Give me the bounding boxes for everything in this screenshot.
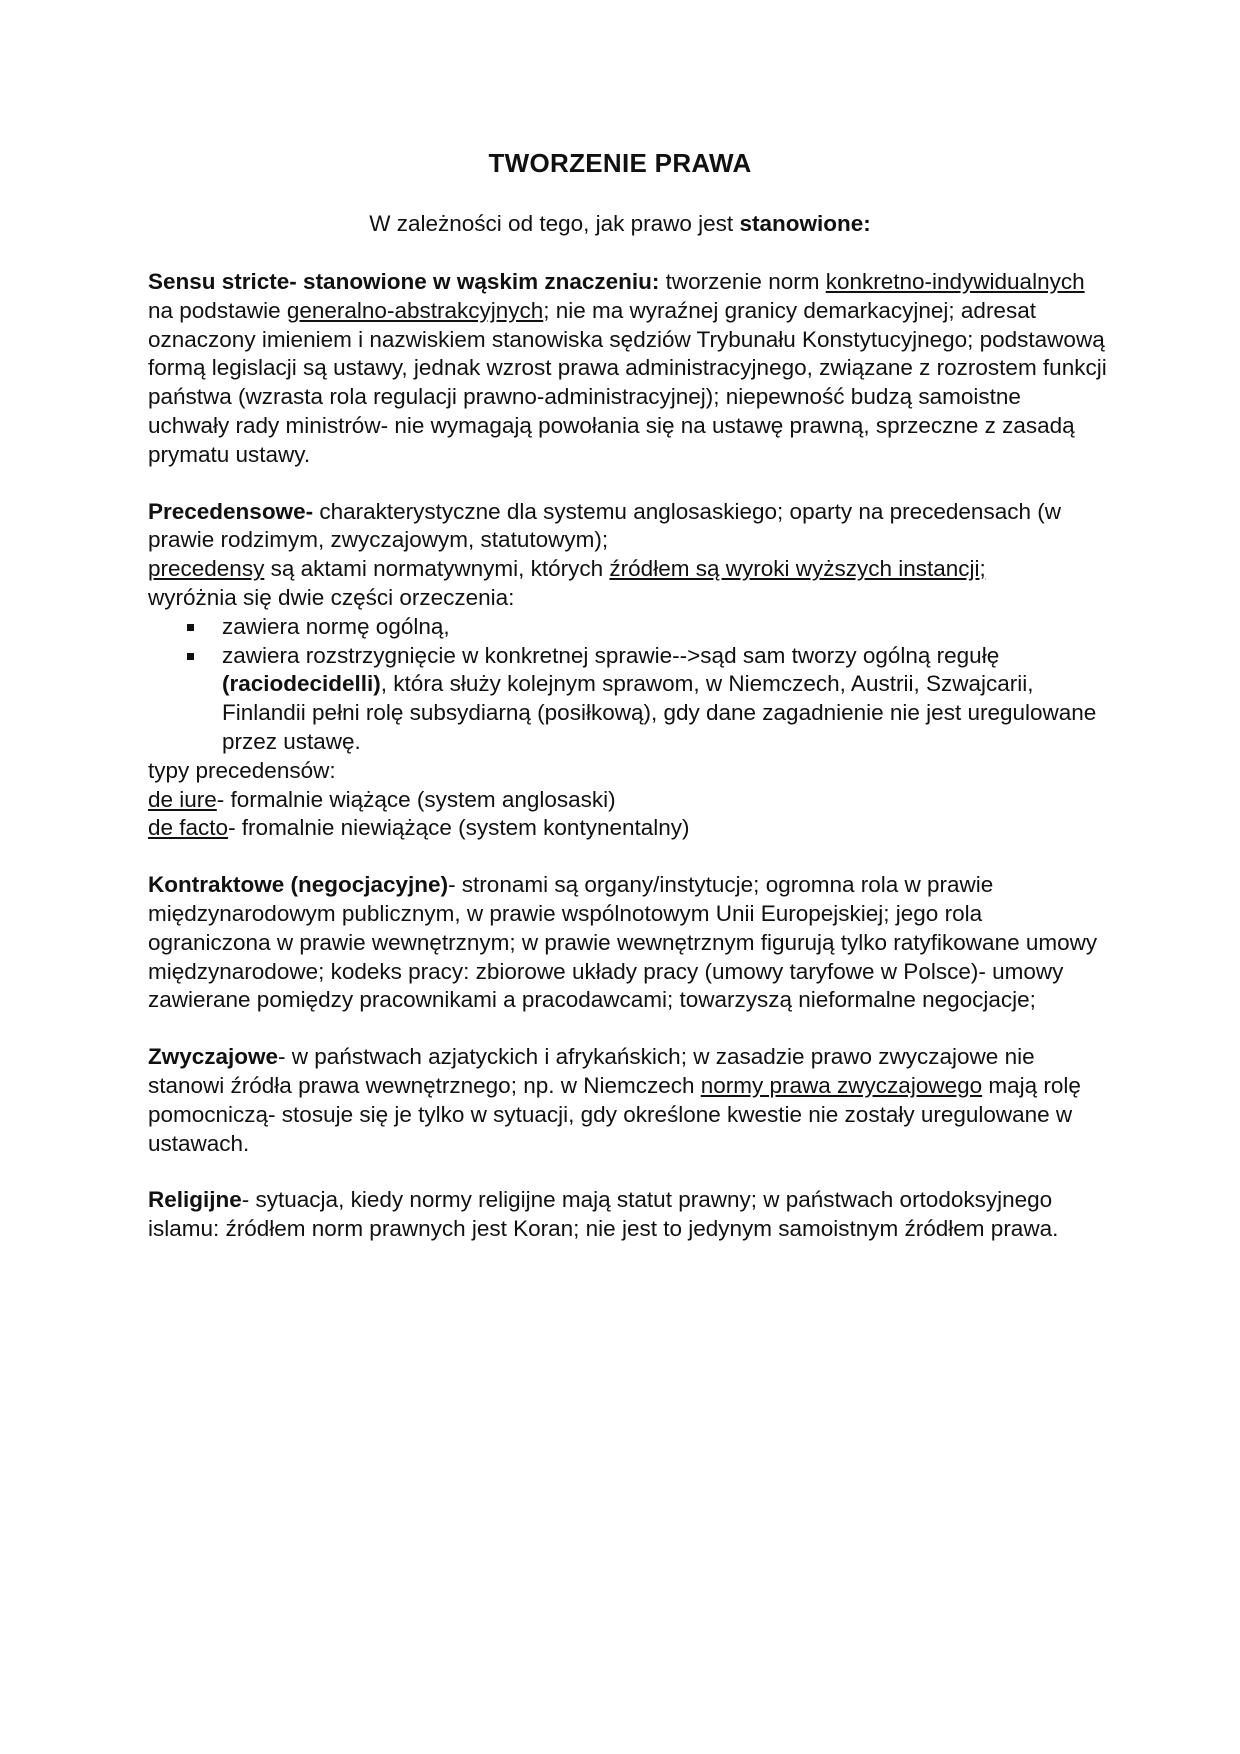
paragraph <box>148 498 1108 556</box>
paragraph <box>148 1186 1108 1244</box>
bold-term: (raciodecidelli) <box>222 671 381 697</box>
subtitle-bold: stanowione: <box>739 211 871 236</box>
text-run: są aktami normatywnymi, których <box>264 556 610 582</box>
section-religijne <box>148 1186 1108 1244</box>
text-run: na podstawie <box>148 297 287 323</box>
type-de-facto <box>148 814 1108 843</box>
section-heading: Precedensowe- <box>148 498 314 524</box>
paragraph <box>148 555 1108 584</box>
bullet-list <box>148 613 1108 757</box>
section-heading: Sensu stricte- stanowione w wąskim znaczeniu: <box>148 269 660 294</box>
underlined-term: źródłem są wyroki wyższych instancji; <box>609 556 986 582</box>
underlined-term: generalno-abstrakcyjnych <box>286 297 544 323</box>
section-precedensowe <box>148 498 1108 844</box>
section-heading: Religijne <box>148 1187 242 1213</box>
text-run: charakterystyczne dla systemu anglosaskiego; oparty na precedensach (w prawie rodzimym, zwyczajowym, statutowym); <box>148 498 1061 553</box>
paragraph: wyróżnia się dwie części orzeczenia: <box>148 584 515 610</box>
text-run: - fromalnie niewiążące (system kontynentalny) <box>228 815 690 841</box>
types-label: typy precedensów: <box>148 757 336 783</box>
underlined-term: de iure <box>148 786 217 812</box>
text-run: tworzenie norm <box>659 269 826 294</box>
text-run: zawiera rozstrzygnięcie w konkretnej sprawie-->sąd sam tworzy ogólną regułę <box>222 642 1000 668</box>
subtitle-text: W zależności od tego, jak prawo jest <box>369 211 740 236</box>
underlined-term: konkretno-indywidualnych <box>825 269 1085 294</box>
text-run: ; nie ma wyraźnej granicy demarkacyjnej; adresat oznaczony imieniem i nazwiskiem stanowiska sędziów Trybunału Konstytucyjnego; podstawową formą legislacji są ustawy, jednak wzrost prawa administracyjnego, związane z rozrostem funkcji państwa (wzrasta rola regulacji prawno-administracyjnej); niepewność budzą samoistne uchwały rady ministrów- nie wymagają powołania się na ustawę prawną, sprzeczne z zasadą prymatu ustawy. <box>148 297 1107 467</box>
section-heading: Kontraktowe (negocjacyjne) <box>148 872 449 898</box>
section-sensu-stricte <box>148 268 1108 470</box>
page-subtitle <box>0 211 1240 237</box>
text-run: - formalnie wiążące (system anglosaski) <box>216 786 616 812</box>
paragraph <box>148 1043 1108 1158</box>
type-de-iure <box>148 786 1108 815</box>
paragraph <box>148 871 1108 1015</box>
document-body <box>148 268 1108 1272</box>
underlined-term: normy prawa zwyczajowego <box>700 1072 983 1098</box>
paragraph <box>148 268 1108 470</box>
list-item: zawiera normę ogólną, <box>222 613 1108 642</box>
list-item <box>222 642 1108 757</box>
underlined-term: precedensy <box>148 556 265 582</box>
text-run: - sytuacja, kiedy normy religijne mają statut prawny; w państwach ortodoksyjnego islamu: źródłem norm prawnych jest Koran; nie jest to jedynym samoistnym źródłem prawa. <box>148 1187 1059 1242</box>
text-run: - w państwach azjatyckich i afrykańskich; w zasadzie prawo zwyczajowe nie stanowi źródła prawa wewnętrznego; np. w Niemczech <box>148 1044 1035 1098</box>
page-title: TWORZENIE PRAWA <box>488 148 752 178</box>
underlined-term: de facto <box>148 815 229 841</box>
text-run: mają rolę pomocniczą- stosuje się je tylko w sytuacji, gdy określone kwestie nie zostały uregulowane w ustawach. <box>148 1072 1081 1156</box>
section-heading: Zwyczajowe <box>148 1044 279 1070</box>
section-zwyczajowe <box>148 1043 1108 1158</box>
text-run: , która służy kolejnym sprawom, w Niemczech, Austrii, Szwajcarii, Finlandii pełni rolę subsydiarną (posiłkową), gdy dane zagadnienie nie jest uregulowane przez ustawę. <box>222 671 1097 754</box>
section-kontraktowe <box>148 871 1108 1015</box>
text-run: - stronami są organy/instytucje; ogromna rola w prawie międzynarodowym publicznym, w prawie wspólnotowym Unii Europejskiej; jego rola ograniczona w prawie wewnętrznym; w prawie wewnętrznym figurują tylko ratyfikowane umowy międzynarodowe; kodeks pracy: zbiorowe układy pracy (umowy taryfowe w Polsce)- umowy zawierane pomiędzy pracownikami a pracodawcami; towarzyszą nieformalne negocjacje; <box>148 872 1098 1013</box>
